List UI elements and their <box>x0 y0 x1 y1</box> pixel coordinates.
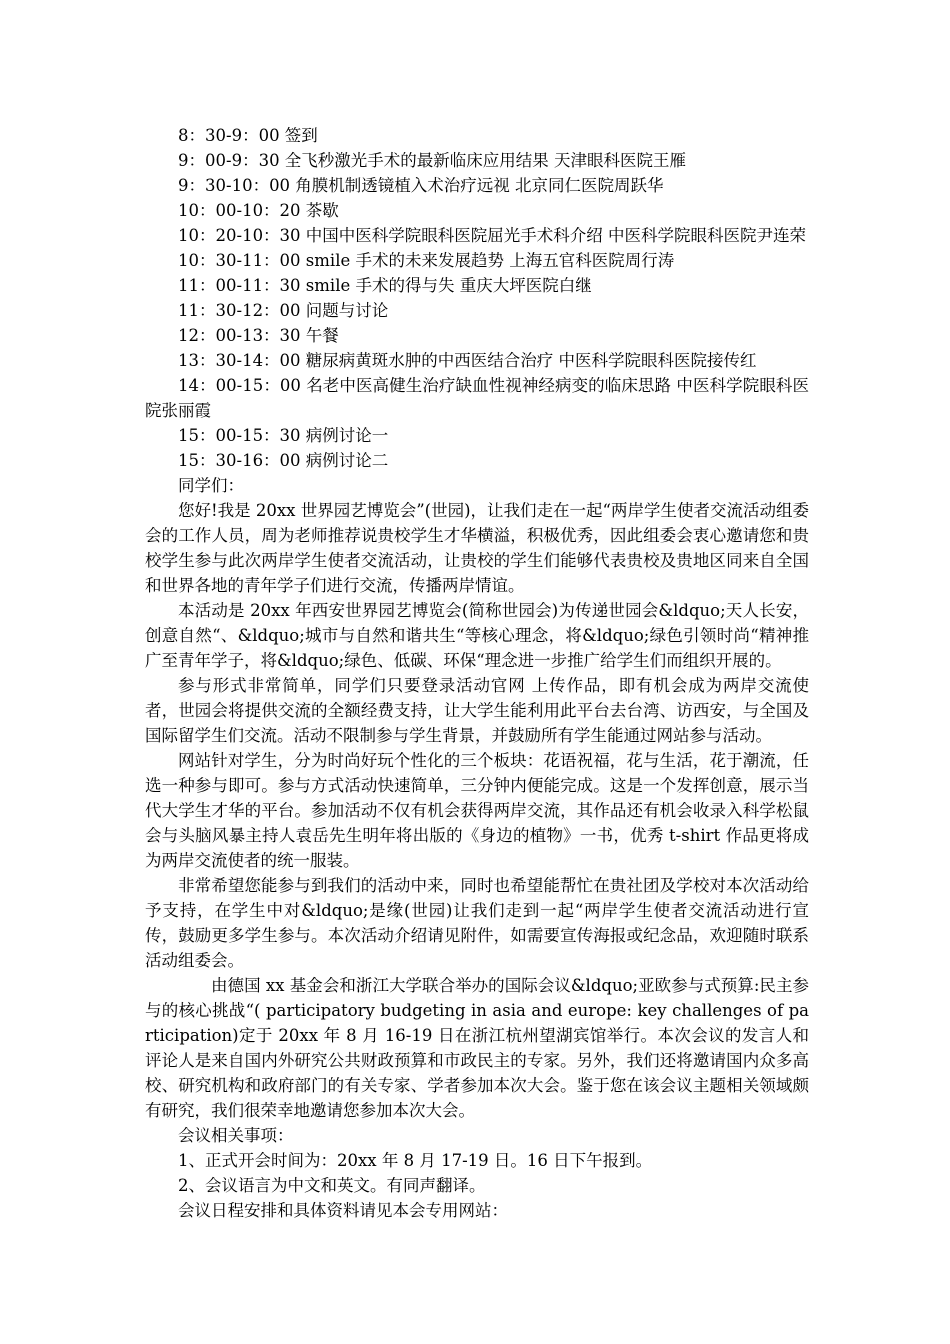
schedule-item: 15：00-15：30 病例讨论一 <box>178 426 389 445</box>
schedule-item: 15：30-16：00 病例讨论二 <box>178 451 389 470</box>
schedule-item: 10：20-10：30 中国中医科学院眼科医院屈光手术科介绍 中医科学院眼科医院尹连荣 <box>178 226 807 245</box>
letter-paragraph: 非常希望您能参与到我们的活动中来，同时也希望能帮忙在贵社团及学校对本次活动给予支持，在学生中对&ldquo;是缘(世园)让我们走到一起“两岸学生使者交流活动进行宣传，鼓励更多学生参与。本次活动介绍请见附件，如需要宣传海报或纪念品，欢迎随时联系活动组委会。 <box>145 876 809 970</box>
conference-schedule <box>145 123 809 473</box>
schedule-item: 10：00-10：20 茶歇 <box>178 201 339 220</box>
conference-item: 1、正式开会时间为：20xx 年 8 月 17-19 日。16 日下午报到。 <box>178 1151 653 1170</box>
conference-items-heading: 会议相关事项： <box>178 1126 294 1145</box>
document-body <box>145 123 809 1223</box>
letter-paragraph: 网站针对学生，分为时尚好玩个性化的三个板块：花语祝福，花与生活，花于潮流，任选一种参与即可。参与方式活动快速简单，三分钟内便能完成。这是一个发挥创意，展示当代大学生才华的平台。参加活动不仅有机会获得两岸交流，其作品还有机会收录入科学松鼠会与头脑风暴主持人袁岳先生明年将出版的《身边的植物》一书，优秀 t-shirt 作品更将成为两岸交流使者的统一服装。 <box>145 751 809 870</box>
letter-paragraph: 本活动是 20xx 年西安世界园艺博览会(简称世园会)为传递世园会&ldquo;天人长安，创意自然“、&ldquo;城市与自然和谐共生“等核心理念，将&ldquo;绿色引领时尚“精神推广至青年学子，将&ldquo;绿色、低碳、环保“理念进一步推广给学生们而组织开展的。 <box>145 601 809 670</box>
schedule-item: 9：30-10：00 角膜机制透镜植入术治疗远视 北京同仁医院周跃华 <box>178 176 664 195</box>
conference-invitation <box>145 973 809 1223</box>
schedule-item: 8：30-9：00 签到 <box>178 126 318 145</box>
letter-paragraph: 参与形式非常简单，同学们只要登录活动官网 上传作品，即有机会成为两岸交流使者，世园会将提供交流的全额经费支持，让大学生能利用此平台去台湾、访西安，与全国及国际留学生们交流。活动不限制参与学生背景，并鼓励所有学生能通过网站参与活动。 <box>145 676 809 745</box>
letter-salutation: 同学们： <box>178 476 244 495</box>
schedule-item: 12：00-13：30 午餐 <box>178 326 339 345</box>
schedule-item: 11：30-12：00 问题与讨论 <box>178 301 389 320</box>
schedule-item: 13：30-14：00 糖尿病黄斑水肿的中西医结合治疗 中医科学院眼科医院接传红 <box>178 351 757 370</box>
conference-item: 2、会议语言为中文和英文。有同声翻译。 <box>178 1176 486 1195</box>
schedule-item: 9：00-9：30 全飞秒激光手术的最新临床应用结果 天津眼科医院王雁 <box>178 151 687 170</box>
conference-intro: 由德国 xx 基金会和浙江大学联合举办的国际会议&ldquo;亚欧参与式预算:民主参与的核心挑战“( participatory budgeting in asia and europe: key challenges of participation)定于 20xx 年 8 月 16-19 日在浙江杭州望湖宾馆举行。本次会议的发言人和评论人是来自国内外研究公共财政预算和市政民主的专家。另外，我们还将邀请国内众多高校、研究机构和政府部门的有关专家、学者参加本次大会。鉴于您在该会议主题相关领域颇有研究，我们很荣幸地邀请您参加本次大会。 <box>145 976 809 1120</box>
schedule-item: 14：00-15：00 名老中医高健生治疗缺血性视神经病变的临床思路 中医科学院眼科医院张丽霞 <box>145 376 809 420</box>
schedule-item: 10：30-11：00 smile 手术的未来发展趋势 上海五官科医院周行涛 <box>178 251 675 270</box>
letter-paragraph: 您好!我是 20xx 世界园艺博览会”(世园)，让我们走在一起“两岸学生使者交流活动组委会的工作人员，周为老师推荐说贵校学生才华横溢，积极优秀，因此组委会衷心邀请您和贵校学生参与此次两岸学生使者交流活动，让贵校的学生们能够代表贵校及贵地区同来自全国和世界各地的青年学子们进行交流，传播两岸情谊。 <box>145 501 809 595</box>
schedule-item: 11：00-11：30 smile 手术的得与失 重庆大坪医院白继 <box>178 276 592 295</box>
invitation-letter <box>145 473 809 973</box>
conference-website-note: 会议日程安排和具体资料请见本会专用网站： <box>178 1201 508 1220</box>
